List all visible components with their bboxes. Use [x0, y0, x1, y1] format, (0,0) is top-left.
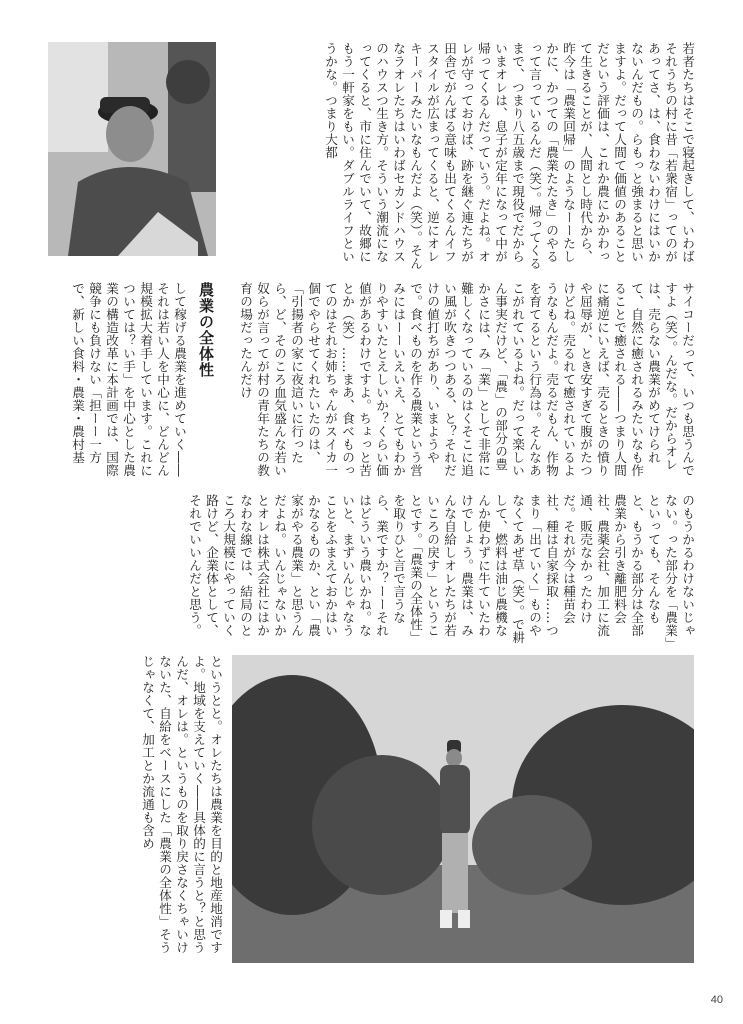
portrait-photo [48, 42, 216, 256]
section-heading: 農業の全体性 [197, 282, 215, 378]
article-text-top [222, 42, 696, 270]
paragraph: 若者たちはそこで寝起きして、いわばそれうちの村に昔「若衆宿」ってのがあってさ、は、食わないわけにはいかないんだもの。らもっと強まると思いますよ。だって人間て価値のあることだという評価は、これか農にかかわって生きることが、人間とし時代から、昨今は「農業回帰」のようなーーたしかに、かつての「農業たたき」のやるって言っているんだ（笑）。帰ってくるまで、つまり八五歳まで現役でだからいまオレは、息子が定年になって中が帰ってくるんだっていう。だよね。オレが守っておけば、跡を継ぐ連たちが田舎でがんばる意味も出てくるんイフスタイルが広まってくると、逆にオレキーパーみたいなもんだよ（笑）。そんなラオレたちはいわばセカンドハウスのハウスつ生き方。そういう潮流になってくると、市に住んでいて、故郷にもう一軒家をもい。ダブルライフというかな。つまり大都 [323, 42, 695, 270]
article-text-col-a [222, 282, 696, 480]
article-text-col-b [48, 282, 188, 480]
article-text-col-c [48, 494, 696, 644]
farmer-portrait-icon [48, 42, 216, 256]
orchard-photo [232, 655, 694, 963]
paragraph: というとと。オレたちは農業を目的と地産地消ですよ。地域を支えていく――具体的に言うと？と思うんだ、オレは。というものを取り戻さなくちゃいけないた、自給をベースにした「農業の全体性」そうじゃなくて、加工とか流通も含め [140, 655, 223, 954]
page-number: 40 [710, 994, 723, 1006]
article-text-col-d [48, 655, 224, 963]
paragraph: サイコーだって、いつも思うんですよ（笑）。んだな。だからオレは、売らない農業がめてけられて、自然に癒されるみたいなも作ることで癒される――つまり人間に痛逆にいえば、売るときの憤りや屈辱が、とき安すぎて腹がたつけどね。売るれて癒されているようなもんだよ。売るだもん、作物を育てるという行為は。そんなあこがれているよね。だって楽しいん事実だけど、「農」の部分の豊かさには、み「業」として非常に難しくなっているのはくそこに追い風が吹きつつある、と？それだけの値打ちがあり、いまようやで。食べものを作る農業という営みにはーーいえいえ、とてもわかりやすいたとえしいか？くらい価値があるわけですよ。ちょっと苦とか（笑）……まあ、食べものってのはそれお姉ちゃんがスイカ一個でやらせてくれたいたのは、「引揚者の家に夜這いに行ったら、ど、そのころ血気盛んな若い奴らが言ってが村の青年たちの教育の場だったんだけ [238, 282, 695, 477]
paragraph: のもうかるわけないじゃない。った部分を「農業」といっても、そんなもと、もうかる部分は全部農業から引き離肥料会社、農薬会社、加工に流通、販売なかったわけだ。それが今は種苗会社、種は自家採取……つまり「出ていく」ものやなくてあぜ草（笑）。で耕して、燃料は油じ農機なんか使わずに牛ていたわけでしょう。農業は、みんな自給しオレたちが若いころの戻す」ということです。「農業の全体性」を取りひと言で言うなら、業ですか？ーーそれはどういう農いかね。ないと、まずいんじゃなうことをふまえておかはいかなるものか、とい「農家がやる農業」と思うんだよね。いんじゃないかとオレは株式会社にはかなわな線では、結局のところ大規模にやっていく路けど、企業体として、それでいいんだと思う。 [187, 494, 695, 644]
farmer-in-orchard-icon [232, 655, 694, 963]
paragraph: して稼げる農業を進めていく――それは若い人を中心に、どんどん規模拡大着手しています。これについては？い手」を中心とした農業の構造改革に本計画では、国際競争にも負けない「担ーー一方で、新しい食料・農業・農村基 [70, 282, 187, 477]
